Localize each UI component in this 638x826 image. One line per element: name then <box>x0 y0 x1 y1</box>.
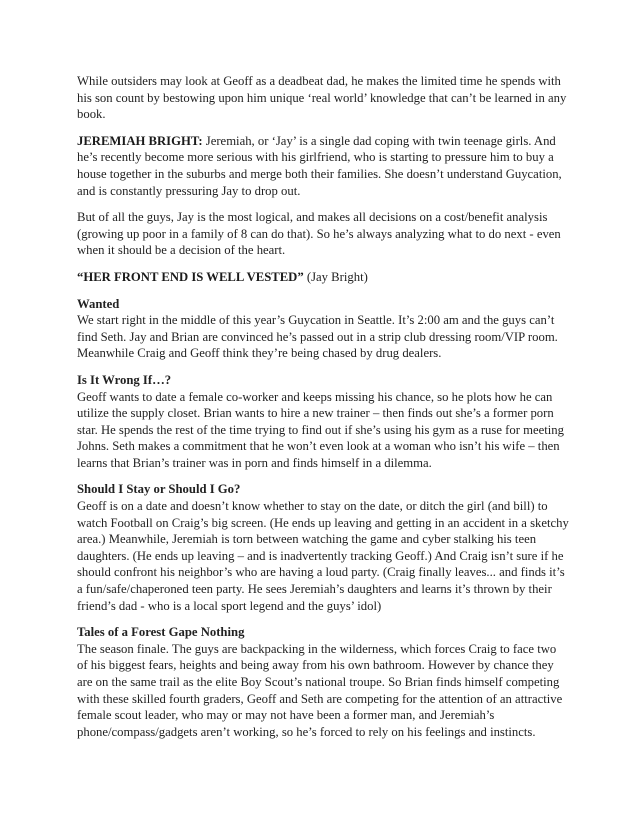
intro-paragraph: While outsiders may look at Geoff as a deadbeat dad, he makes the limited time he spends with his son count by bestowing upon him unique ‘real world’ knowledge that can’t be learned in any book. <box>77 74 567 122</box>
quote-attribution: (Jay Bright) <box>303 269 368 284</box>
quote-text: “HER FRONT END IS WELL VESTED” <box>77 269 304 284</box>
episode-title: Is It Wrong If…? <box>77 372 172 387</box>
episode-section <box>77 372 569 472</box>
episode-synopsis: Geoff wants to date a female co-worker and keeps missing his chance, so he plots how he can utilize the supply closet. Brian wants to hire a new trainer – then finds out she’s a former porn star. He spends the rest of the time trying to find out if she’s using his gym as a ruse for meeting Johns. Seth makes a commitment that he won’t even look at a woman who isn’t his wife – then learns that Brian’s trainer was in porn and finds himself in a dilemma. <box>77 389 564 470</box>
episode-section <box>77 481 569 614</box>
episode-synopsis: The season finale. The guys are backpacking in the wilderness, which forces Craig to face two of his biggest fears, heights and being away from his own bathroom. However by chance they are on the same trail as the elite Boy Scout’s national troupe. So Brian finds himself competing with these skilled fourth graders, Geoff and Seth are competing for the attention of an attractive female scout leader, who may or may not have been a former man, and Jeremiah’s phone/compass/gadgets aren’t working, so he’s forced to rely on his feelings and instincts. <box>77 641 563 739</box>
episode-synopsis: We start right in the middle of this year’s Guycation in Seattle. It’s 2:00 am and the guys can’t find Seth. Jay and Brian are convinced he’s passed out in a strip club dressing room/VIP room. Meanwhile Craig and Geoff think they’re being chased by drug dealers. <box>77 313 558 361</box>
episode-title: Tales of a Forest Gape Nothing <box>77 625 245 640</box>
episode-title: Should I Stay or Should I Go? <box>77 482 241 497</box>
jeremiah-paragraph <box>77 133 569 199</box>
episode-synopsis: Geoff is on a date and doesn’t know whether to stay on the date, or ditch the girl (and bill) to watch Football on Craig’s big screen. (He ends up leaving and getting in an accident in a sketchy area.) Meanwhile, Jeremiah is torn between watching the game and cyber stalking his teen daughters. (He ends up leaving – and is inadvertently tracking Geoff.) And Craig isn’t sure if he should confront his neighbor’s who are having a loud party. (Craig finally leaves... and finds it’s a fun/safe/chaperoned teen party. He sees Jeremiah’s daughters and learns it’s thrown by their friend’s dad - who is a local sport legend and the guys’ idol) <box>77 499 569 613</box>
episode-section <box>77 624 569 740</box>
episode-title: Wanted <box>77 296 120 311</box>
character-name: JEREMIAH BRIGHT: <box>77 133 203 148</box>
character-description: Jeremiah, or ‘Jay’ is a single dad coping with twin teenage girls. And he’s recently become more serious with his girlfriend, who is starting to pressure him to buy a house together in the suburbs and merge both their families. She doesn’t understand Guycation, and is constantly pressuring Jay to drop out. <box>77 133 562 198</box>
document-page <box>77 73 569 750</box>
quote-paragraph <box>77 269 569 286</box>
episode-section <box>77 296 569 362</box>
logic-paragraph: But of all the guys, Jay is the most logical, and makes all decisions on a cost/benefit analysis (growing up poor in a family of 8 can do that). So he’s always analyzing what to do next - even when it should be a decision of the heart. <box>77 210 561 258</box>
